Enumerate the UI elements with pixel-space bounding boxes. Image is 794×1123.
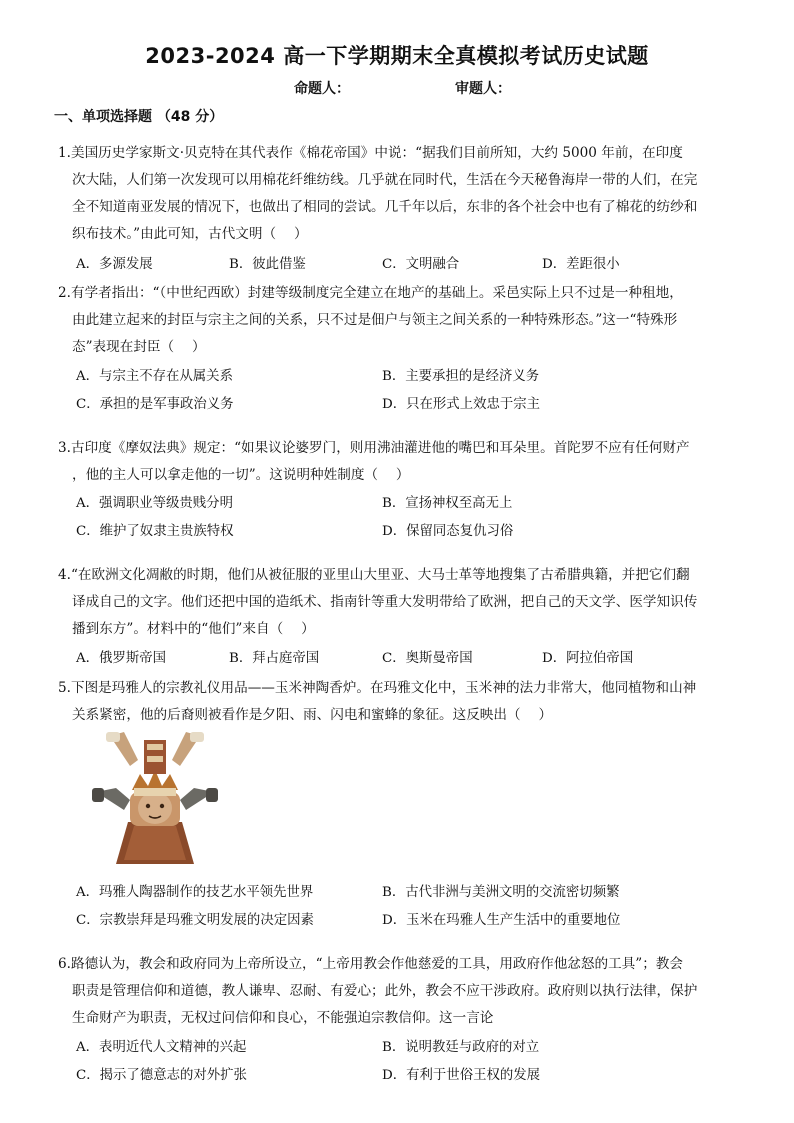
question-line: 态”表现在封臣（ ） (72, 339, 206, 355)
question-line: 5.下图是玛雅人的宗教礼仪用品——玉米神陶香炉。在玛雅文化中，玉米神的法力非常大，他同植物和山神 (58, 680, 697, 696)
option-d[interactable]: D．差距很小 (542, 257, 620, 272)
question-line: 次大陆，人们第一次发现可以用棉花纤维纺线。几乎就在同时代，生活在今天秘鲁海岸一带的人们，在完 (72, 172, 698, 188)
option-d[interactable]: D．玉米在玛雅人生产生活中的重要地位 (382, 913, 621, 928)
option-c[interactable]: C．文明融合 (382, 257, 460, 272)
question-line: 译成自己的文字。他们还把中国的造纸术、指南针等重大发明带给了欧洲，把自己的天文学、医学知识传 (72, 594, 698, 610)
option-a[interactable]: A．与宗主不存在从属关系 (76, 369, 233, 384)
question-line: 职责是管理信仰和道德，教人谦卑、忍耐、有爱心；此外，教会不应干涉政府。政府则以执行法律，保护 (72, 983, 698, 999)
exam-title: 2023-2024 高一下学期期末全真模拟考试历史试题 (145, 44, 649, 68)
maize-god-censer-image (90, 730, 220, 868)
option-c[interactable]: C．奥斯曼帝国 (382, 651, 473, 666)
reviewer-label: 审题人： (455, 81, 511, 97)
question-line: 3.古印度《摩奴法典》规定：“如果议论婆罗门，则用沸油灌进他的嘴巴和耳朵里。首陀罗不应有任何财产 (58, 440, 690, 456)
question-line: 6.路德认为，教会和政府同为上帝所设立，“上帝用教会作他慈爱的工具，用政府作他忿怒的工具”；教会 (58, 956, 683, 972)
option-d[interactable]: D．只在形式上效忠于宗主 (382, 397, 541, 412)
option-c[interactable]: C．宗教崇拜是玛雅文明发展的决定因素 (76, 913, 314, 928)
question-line: ，他的主人可以拿走他的一切”。这说明种姓制度（ ） (72, 467, 410, 483)
option-a[interactable]: A．多源发展 (76, 257, 153, 272)
setter-label: 命题人： (294, 81, 350, 97)
option-c[interactable]: C．维护了奴隶主贵族特权 (76, 524, 234, 539)
option-c[interactable]: C．承担的是军事政治义务 (76, 397, 234, 412)
question-line: 关系紧密，他的后裔则被看作是夕阳、雨、闪电和蜜蜂的象征。这反映出（ ） (72, 707, 553, 723)
question-line: 由此建立起来的封臣与宗主之间的关系，只不过是佃户与领主之间关系的一种特殊形态。”这一“特殊形 (72, 312, 678, 328)
option-d[interactable]: D．阿拉伯帝国 (542, 651, 634, 666)
option-a[interactable]: A．表明近代人文精神的兴起 (76, 1040, 247, 1055)
option-b[interactable]: B．说明教廷与政府的对立 (382, 1040, 540, 1055)
question-line: 2.有学者指出：“（中世纪西欧）封建等级制度完全建立在地产的基础上。采邑实际上只不过是一种租地， (58, 285, 683, 301)
question-line: 织布技术。”由此可知，古代文明（ ） (72, 226, 308, 242)
option-b[interactable]: B．宣扬神权至高无上 (382, 496, 513, 511)
question-line: 1.美国历史学家斯文·贝克特在其代表作《棉花帝国》中说：“据我们目前所知，大约 5000 年前，在印度 (58, 145, 683, 161)
option-b[interactable]: B．彼此借鉴 (229, 257, 306, 272)
option-a[interactable]: A．俄罗斯帝国 (76, 651, 167, 666)
section-heading: 一、单项选择题 （48 分） (54, 109, 224, 125)
question-line: 全不知道南亚发展的情况下，也做出了相同的尝试。几千年以后，东非的各个社会中也有了棉花的纺纱和 (72, 199, 698, 215)
option-c[interactable]: C．揭示了德意志的对外扩张 (76, 1068, 247, 1083)
option-d[interactable]: D．有利于世俗王权的发展 (382, 1068, 541, 1083)
option-b[interactable]: B．主要承担的是经济义务 (382, 369, 540, 384)
option-d[interactable]: D．保留同态复仇习俗 (382, 524, 514, 539)
question-line: 4.“在欧洲文化凋敝的时期，他们从被征服的亚里山大里亚、大马士革等地搜集了古希腊典籍，并把它们翻 (58, 567, 690, 583)
option-a[interactable]: A．玛雅人陶器制作的技艺水平领先世界 (76, 885, 314, 900)
question-line: 生命财产为职责，无权过问信仰和良心，不能强迫宗教信仰。这一言论 (72, 1010, 494, 1026)
question-line: 播到东方”。材料中的“他们”来自（ ） (72, 621, 315, 637)
option-b[interactable]: B．古代非洲与美洲文明的交流密切频繁 (382, 885, 620, 900)
option-a[interactable]: A．强调职业等级贵贱分明 (76, 496, 233, 511)
option-b[interactable]: B．拜占庭帝国 (229, 651, 320, 666)
